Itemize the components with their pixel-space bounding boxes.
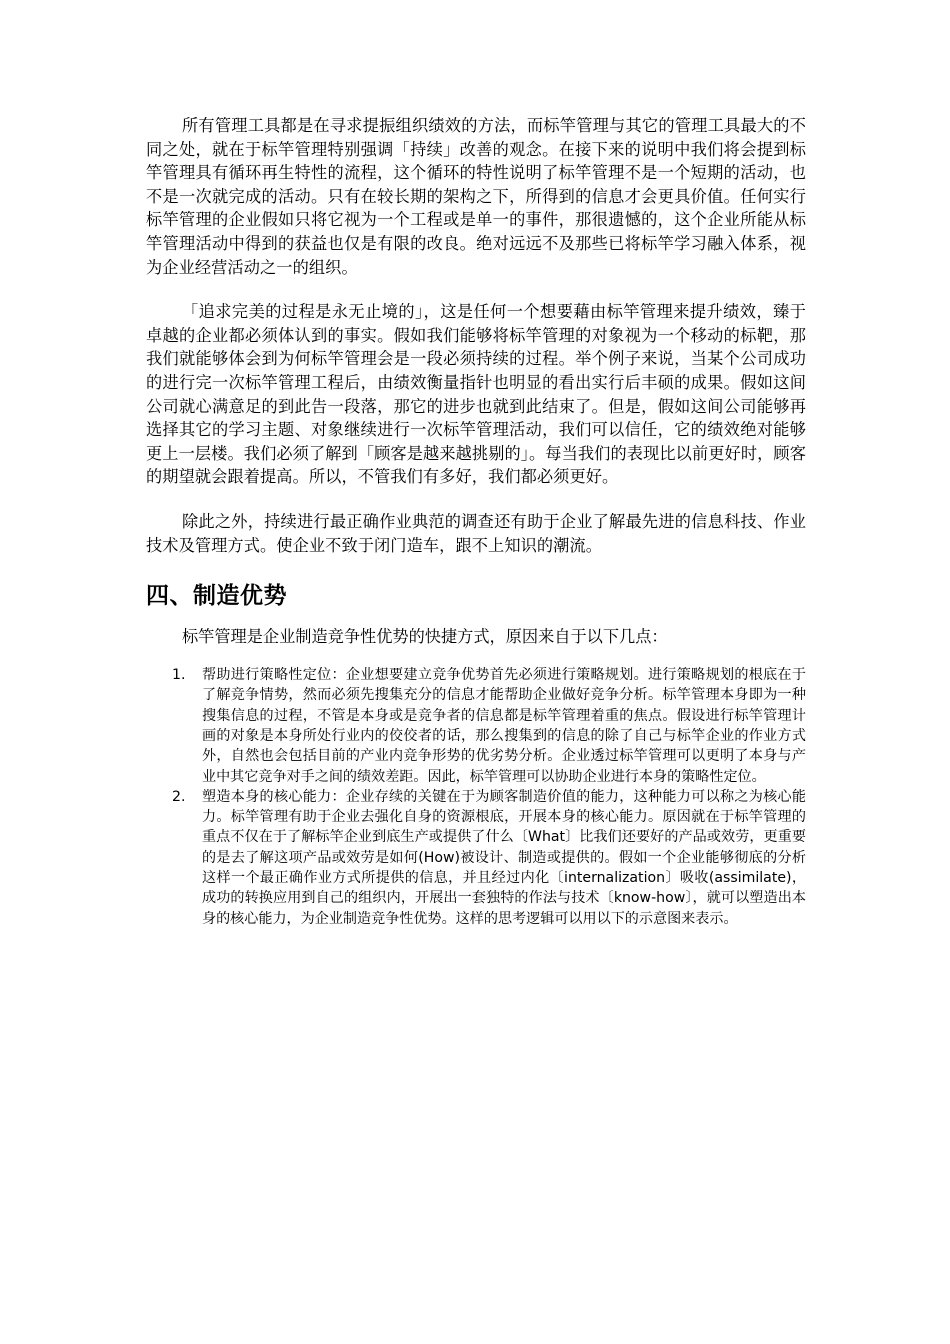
list-item-text: 塑造本身的核心能力：企业存续的关键在于为顾客制造价值的能力，这种能力可以称之为核心能力。标竿管理有助于企业去强化自身的资源根底，开展本身的核心能力。原因就在于标竿管理的重点不仅在于了解标竿企业到底生产或提供了什么〔What〕比我们还要好的产品或效劳，更重要的是去了解这项产品或效劳是如何(How)被设计、制造或提供的。假如一个企业能够彻底的分析这样一个最正确作业方式所提供的信息，并且经过内化〔internalization〕吸收(assimilate)，成功的转换应用到自己的组织内，开展出一套独特的作法与技术〔know-how〕，就可以塑造出本身的核心能力，为企业制造竞争性优势。这样的思考逻辑可以用以下的示意图来表示。	[202, 788, 806, 927]
section-heading: 四、制造优势	[146, 583, 287, 610]
list-item-number: 2.	[172, 788, 186, 805]
body-paragraph-2: 「追求完美的过程是永无止境的」，这是任何一个想要藉由标竿管理来提升绩效，臻于卓越的企业都必须体认到的事实。假如我们能够将标竿管理的对象视为一个移动的标靶，那我们就能够体会到为何标竿管理会是一段必须持续的过程。举个例子来说，当某个公司成功的进行完一次标竿管理工程后，由绩效衡量指针也明显的看出实行后丰硕的成果。假如这间公司就心满意足的到此告一段落，那它的进步也就到此结束了。但是，假如这间公司能够再选择其它的学习主题、对象继续进行一次标竿管理活动，我们可以信任，它的绩效绝对能够更上一层楼。我们必须了解到「顾客是越来越挑剔的」。每当我们的表现比以前更好时，顾客的期望就会跟着提高。所以，不管我们有多好，我们都必须更好。	[146, 302, 806, 487]
section-intro: 标竿管理是企业制造竞争性优势的快捷方式，原因来自于以下几点：	[182, 627, 668, 647]
list-item	[146, 665, 806, 787]
list-item-number: 1.	[172, 667, 186, 684]
body-paragraph-3: 除此之外，持续进行最正确作业典范的调查还有助于企业了解最先进的信息科技、作业技术及管理方式。使企业不致于闭门造车，跟不上知识的潮流。	[146, 511, 806, 555]
list-item	[146, 787, 806, 929]
document-page	[146, 114, 806, 929]
list-item-text: 帮助进行策略性定位：企业想要建立竞争优势首先必须进行策略规划。进行策略规划的根底在于了解竞争情势，然而必须先搜集充分的信息才能帮助企业做好竞争分析。标竿管理本身即为一种搜集信息的过程，不管是本身或是竞争者的信息都是标竿管理着重的焦点。假设进行标竿管理计画的对象是本身所处行业内的佼佼者的话，那么搜集到的信息的除了自己与标竿企业的作业方式外，自然也会包括目前的产业内竞争形势的优劣势分析。企业透过标竿管理可以更明了本身与产业中其它竞争对手之间的绩效差距。因此，标竿管理可以协助企业进行本身的策略性定位。	[202, 667, 806, 785]
body-paragraph-1: 所有管理工具都是在寻求提振组织绩效的方法，而标竿管理与其它的管理工具最大的不同之处，就在于标竿管理特别强调「持续」改善的观念。在接下来的说明中我们将会提到标竿管理具有循环再生特性的流程，这个循环的特性说明了标竿管理不是一个短期的活动，也不是一次就完成的活动。只有在较长期的架构之下，所得到的信息才会更具价值。任何实行标竿管理的企业假如只将它视为一个工程或是单一的事件，那很遗憾的，这个企业所能从标竿管理活动中得到的获益也仅是有限的改良。绝对远远不及那些已将标竿学习融入体系，视为企业经营活动之一的组织。	[146, 116, 806, 277]
numbered-list	[146, 665, 806, 929]
